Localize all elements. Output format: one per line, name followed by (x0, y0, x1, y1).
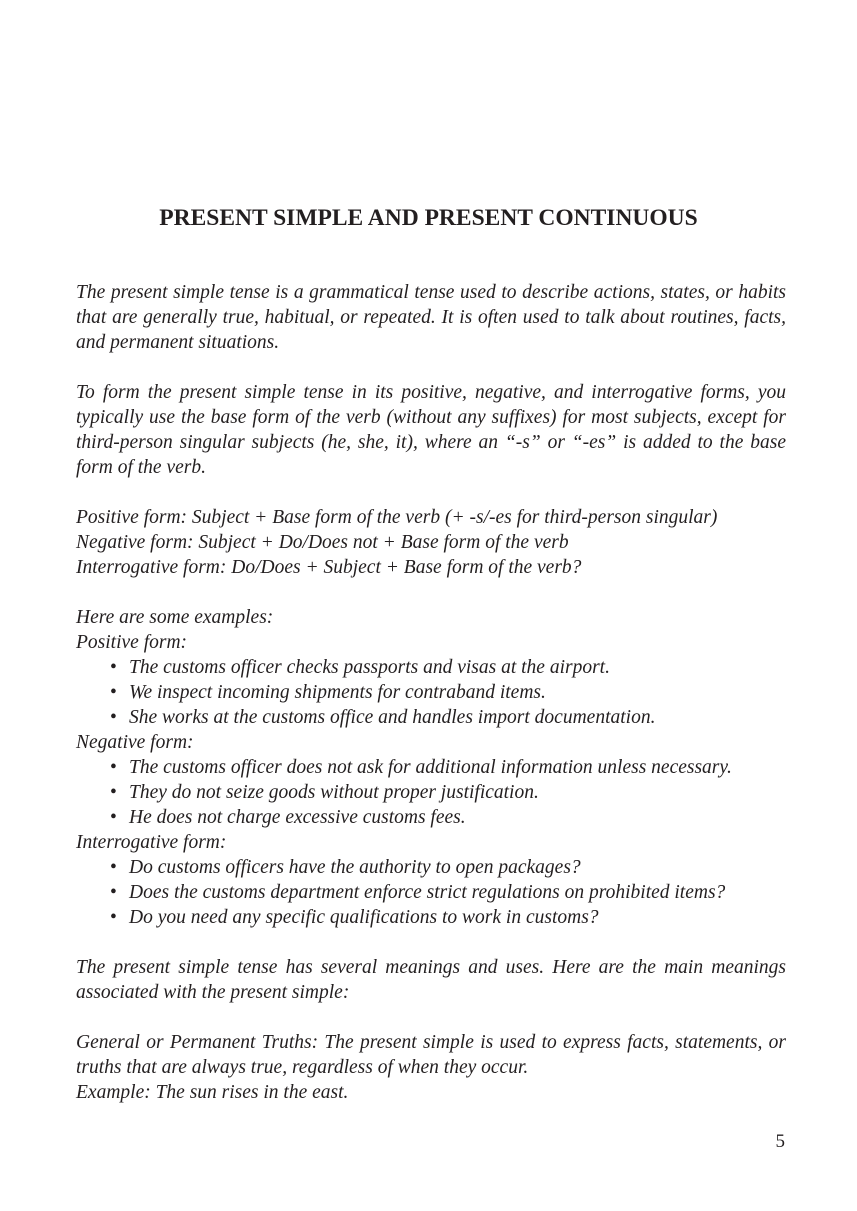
example-sentence: We inspect incoming shipments for contraband items. (129, 682, 546, 703)
meanings-intro-paragraph: The present simple tense has several meanings and uses. Here are the main meanings associated with the present simple: (76, 957, 786, 1003)
bullet-icon: • (110, 857, 117, 878)
list-item (110, 680, 786, 705)
positive-examples-label: Positive form: (76, 632, 188, 653)
interrogative-examples-list (76, 855, 786, 930)
list-item (110, 855, 786, 880)
interrogative-form-rule: Interrogative form: Do/Does + Subject + Base form of the verb? (76, 557, 582, 578)
bullet-icon: • (110, 807, 117, 828)
list-item (110, 755, 786, 780)
example-sentence: Do you need any specific qualifications to work in customs? (129, 907, 599, 928)
list-item (110, 655, 786, 680)
examples-intro: Here are some examples: (76, 607, 274, 628)
example-sentence: The customs officer does not ask for additional information unless necessary. (129, 757, 732, 778)
general-truths-example: Example: The sun rises in the east. (76, 1082, 349, 1103)
bullet-icon: • (110, 707, 117, 728)
list-item (110, 880, 786, 905)
bullet-icon: • (110, 657, 117, 678)
bullet-icon: • (110, 782, 117, 803)
negative-examples-label: Negative form: (76, 732, 194, 753)
list-item (110, 805, 786, 830)
example-sentence: The customs officer checks passports and visas at the airport. (129, 657, 610, 678)
paragraph-spacer (76, 1005, 786, 1030)
bullet-icon: • (110, 882, 117, 903)
bullet-icon: • (110, 682, 117, 703)
bullet-icon: • (110, 757, 117, 778)
bullet-icon: • (110, 907, 117, 928)
general-truths-paragraph: General or Permanent Truths: The present simple is used to express facts, statements, or truths that are always true, regardless of when they occur. (76, 1032, 786, 1078)
positive-examples-list (76, 655, 786, 730)
page-body (76, 280, 786, 1105)
positive-form-rule: Positive form: Subject + Base form of the verb (+ -s/-es for third-person singular) (76, 507, 718, 528)
negative-form-rule: Negative form: Subject + Do/Does not + Base form of the verb (76, 532, 569, 553)
page-title: PRESENT SIMPLE AND PRESENT CONTINUOUS (159, 205, 698, 231)
list-item (110, 905, 786, 930)
example-sentence: He does not charge excessive customs fees. (129, 807, 466, 828)
paragraph-spacer (76, 930, 786, 955)
example-sentence: They do not seize goods without proper justification. (129, 782, 539, 803)
paragraph-spacer (76, 580, 786, 605)
page-number: 5 (775, 1131, 785, 1152)
example-sentence: She works at the customs office and handles import documentation. (129, 707, 656, 728)
list-item (110, 705, 786, 730)
paragraph-spacer (76, 480, 786, 505)
intro-paragraph: The present simple tense is a grammatical tense used to describe actions, states, or habits that are generally true, habitual, or repeated. It is often used to talk about routines, facts, and permanent situations. (76, 282, 786, 353)
paragraph-spacer (76, 355, 786, 380)
example-sentence: Does the customs department enforce strict regulations on prohibited items? (129, 882, 726, 903)
list-item (110, 780, 786, 805)
interrogative-examples-label: Interrogative form: (76, 832, 227, 853)
example-sentence: Do customs officers have the authority to open packages? (129, 857, 581, 878)
negative-examples-list (76, 755, 786, 830)
formation-paragraph: To form the present simple tense in its positive, negative, and interrogative forms, you typically use the base form of the verb (without any suffixes) for most subjects, except for third-person singular subjects (he, she, it), where an “-s” or “-es” is added to the base form of the verb. (76, 382, 786, 478)
